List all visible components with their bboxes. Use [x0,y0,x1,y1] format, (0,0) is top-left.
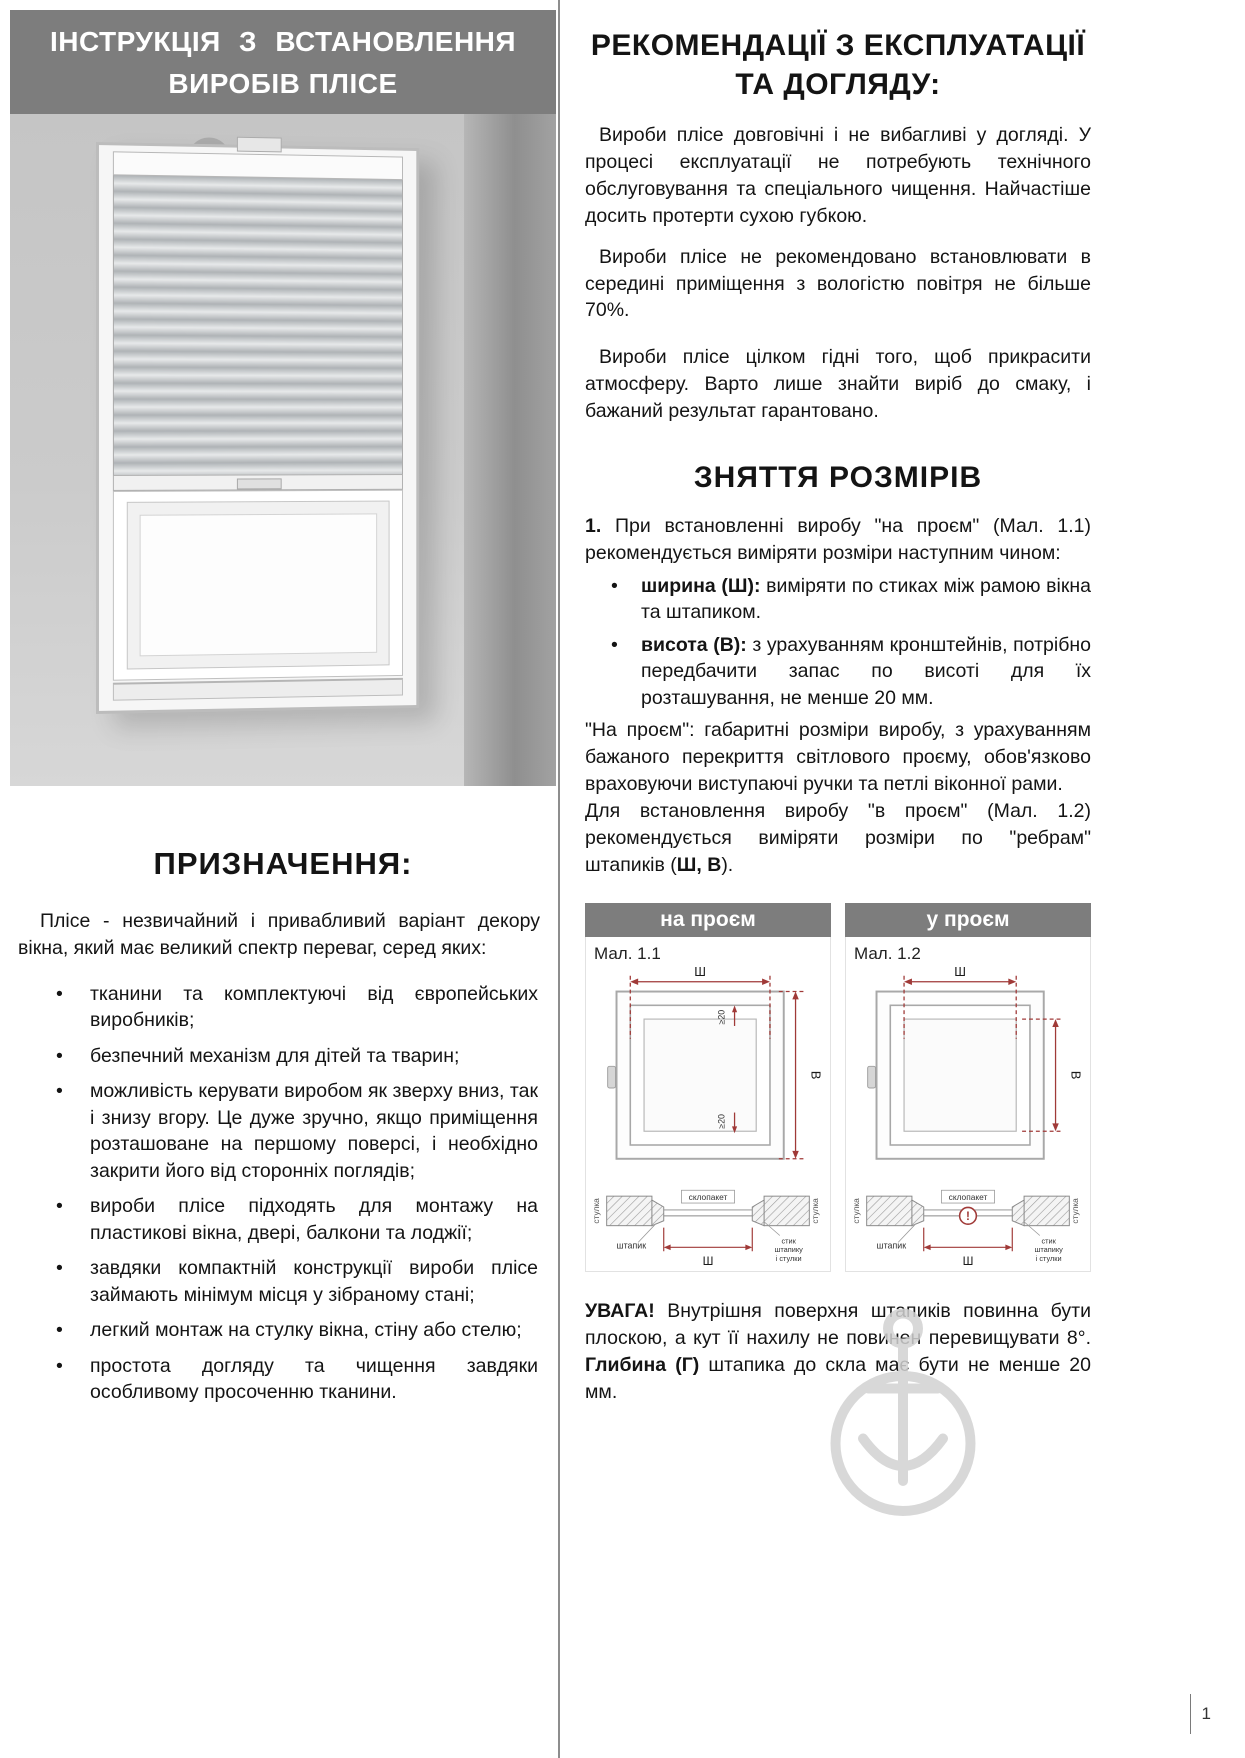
banner-line2: ВИРОБІВ ПЛІСЕ [168,68,398,99]
list-item: • ширина (Ш): виміряти по стиках між рамою вікна та штапиком. [585,573,1091,626]
clearance-bottom-label: ≥20 [716,1113,727,1129]
purpose-list [10,981,556,1406]
list-item: • висота (В): з урахуванням кронштейнів, потрібно передбачити запас по висоті для їх розташування, не менше 20 мм. [585,632,1091,712]
dim-width-bottom-label: Ш [962,1253,974,1268]
left-banner [10,10,556,114]
glazing-label: склопакет [688,1191,728,1202]
page-number-value: 1 [1201,1704,1211,1723]
mount-bracket [237,137,282,153]
footer-divider [1190,1694,1191,1734]
sash-right-label: стулка [810,1198,821,1224]
dim-width-bottom-label: Ш [702,1253,714,1268]
sash-left-label: стулка [590,1198,601,1224]
figure-1-1-header: на проєм [585,903,831,937]
list-item: • завдяки компактній конструкції вироби плісе займають мінімум місця у зібраному стані; [10,1255,538,1308]
sash-left-label: стулка [850,1198,861,1224]
left-column [10,10,556,1415]
dim-width-label: Ш [694,963,706,979]
warning-mark: ! [966,1209,970,1224]
joint-label: стик [1041,1236,1056,1246]
figure-1-2-header: у проєм [845,903,1091,937]
window-sill [113,678,403,701]
list-item: • тканини та комплектуючі від європейських виробників; [10,981,538,1034]
bead-label: штапик [616,1240,647,1251]
joint-label: і стулки [775,1253,802,1263]
list-item: • вироби плісе підходять для монтажу на пластикові вікна, двері, балкони та лоджії; [10,1193,538,1246]
step-number: 1. [585,515,602,538]
warning-label: УВАГА! [585,1299,655,1322]
figures-row [585,903,1091,1272]
banner-line1: ІНСТРУКЦІЯ З ВСТАНОВЛЕННЯ [49,26,517,57]
column-divider [558,0,560,1758]
clearance-top-label: ≥20 [716,1009,727,1025]
blind-bottom-rail [113,474,403,491]
measure-step: 1. При встановленні виробу "на проєм" (Мал. 1.1) рекомендується виміряти розміри наступним чином: [585,515,1091,564]
figure-1-1-caption: Мал. 1.1 [594,943,661,963]
blind-handle-tab [237,478,282,489]
figure-1-2 [845,903,1091,1272]
joint-label: і стулки [1035,1253,1062,1263]
na-proem-paragraph: "На проєм": габаритні розміри виробу, з урахуванням бажаного перекриття світлового проєму, обов'язково враховуючи виступаючі ручки та петлі віконної рами. [585,719,1091,796]
measure-title: ЗНЯТТЯ РОЗМІРІВ [693,461,983,495]
list-item: • безпечний механізм для дітей та тварин; [10,1043,538,1070]
dim-height-label: В [808,1070,824,1080]
page-number [1190,1694,1211,1734]
pleated-blind [113,175,403,475]
joint-label: штапику [1034,1245,1063,1255]
care-paragraph-2: Вироби плісе не рекомендовано встановлювати в середині приміщення з вологістю повітря не більше 70%. [585,245,1091,322]
window-illustration [10,114,556,786]
figure-1-2-diagram [847,964,1089,1271]
bead-label: штапик [876,1240,907,1251]
warning-paragraph: УВАГА! Внутрішня поверхня штапиків повинна бути плоскою, а кут її нахилу не повинен перевищувати 8°. Глибина (Г) штапика до скла має бути не менше 20 мм. [585,1299,1091,1403]
measure-list [585,573,1091,712]
dim-height-label: В [1068,1070,1084,1080]
blind-cassette [113,151,403,180]
joint-label: штапику [774,1245,803,1255]
sash-right-label: стулка [1070,1198,1081,1224]
figure-1-1-diagram [587,964,829,1271]
care-title-line2: ТА ДОГЛЯДУ: [735,68,941,101]
glazing-label: склопакет [948,1191,988,1202]
figure-1-2-caption: Мал. 1.2 [854,943,921,963]
right-column [585,26,1091,1405]
list-item: • простота догляду та чищення завдяки особливому просоченню тканини. [10,1353,538,1406]
figure-1-1 [585,903,831,1272]
list-item: • легкий монтаж на стулку вікна, стіну або стелю; [10,1317,538,1344]
care-paragraph-1: Вироби плісе довговічні і не вибагливі у догляді. У процесі експлуатації не потребують технічного обслуговування та спеціального чищення. Найчастіше досить протерти сухою губкою. [585,124,1091,227]
care-title [585,26,1091,104]
list-item: • можливість керувати виробом як зверху вниз, так і знизу вгору. Це дуже зручно, якщо приміщення розташоване на першому поверсі, і необхідно закрити його від сторонніх поглядів; [10,1078,538,1184]
care-title-line1: РЕКОМЕНДАЦІЇ З ЕКСПЛУАТАЦІЇ [590,29,1086,62]
window-lower-sash [113,490,403,681]
care-paragraph-3: Вироби плісе цілком гідні того, щоб прикрасити атмосферу. Варто лише знайти виріб до смаку, і бажаний результат гарантовано. [585,346,1091,423]
window-frame [96,142,419,714]
figure-1-2-body [845,937,1091,1272]
window-glass [128,502,389,669]
joint-label: стик [781,1236,796,1246]
purpose-intro: Плісе - незвичайний і привабливий варіант декору вікна, який має великий спектр переваг, серед яких: [18,910,540,960]
purpose-title: ПРИЗНАЧЕННЯ: [153,846,413,881]
dim-width-label: Ш [954,963,966,979]
figure-1-1-body [585,937,831,1272]
wall-corner-shadow [464,114,556,786]
v-proem-paragraph: Для встановлення виробу "в проєм" (Мал. 1.2) рекомендується виміряти розміри по "ребрам" штапиків (Ш, В). [585,800,1091,876]
